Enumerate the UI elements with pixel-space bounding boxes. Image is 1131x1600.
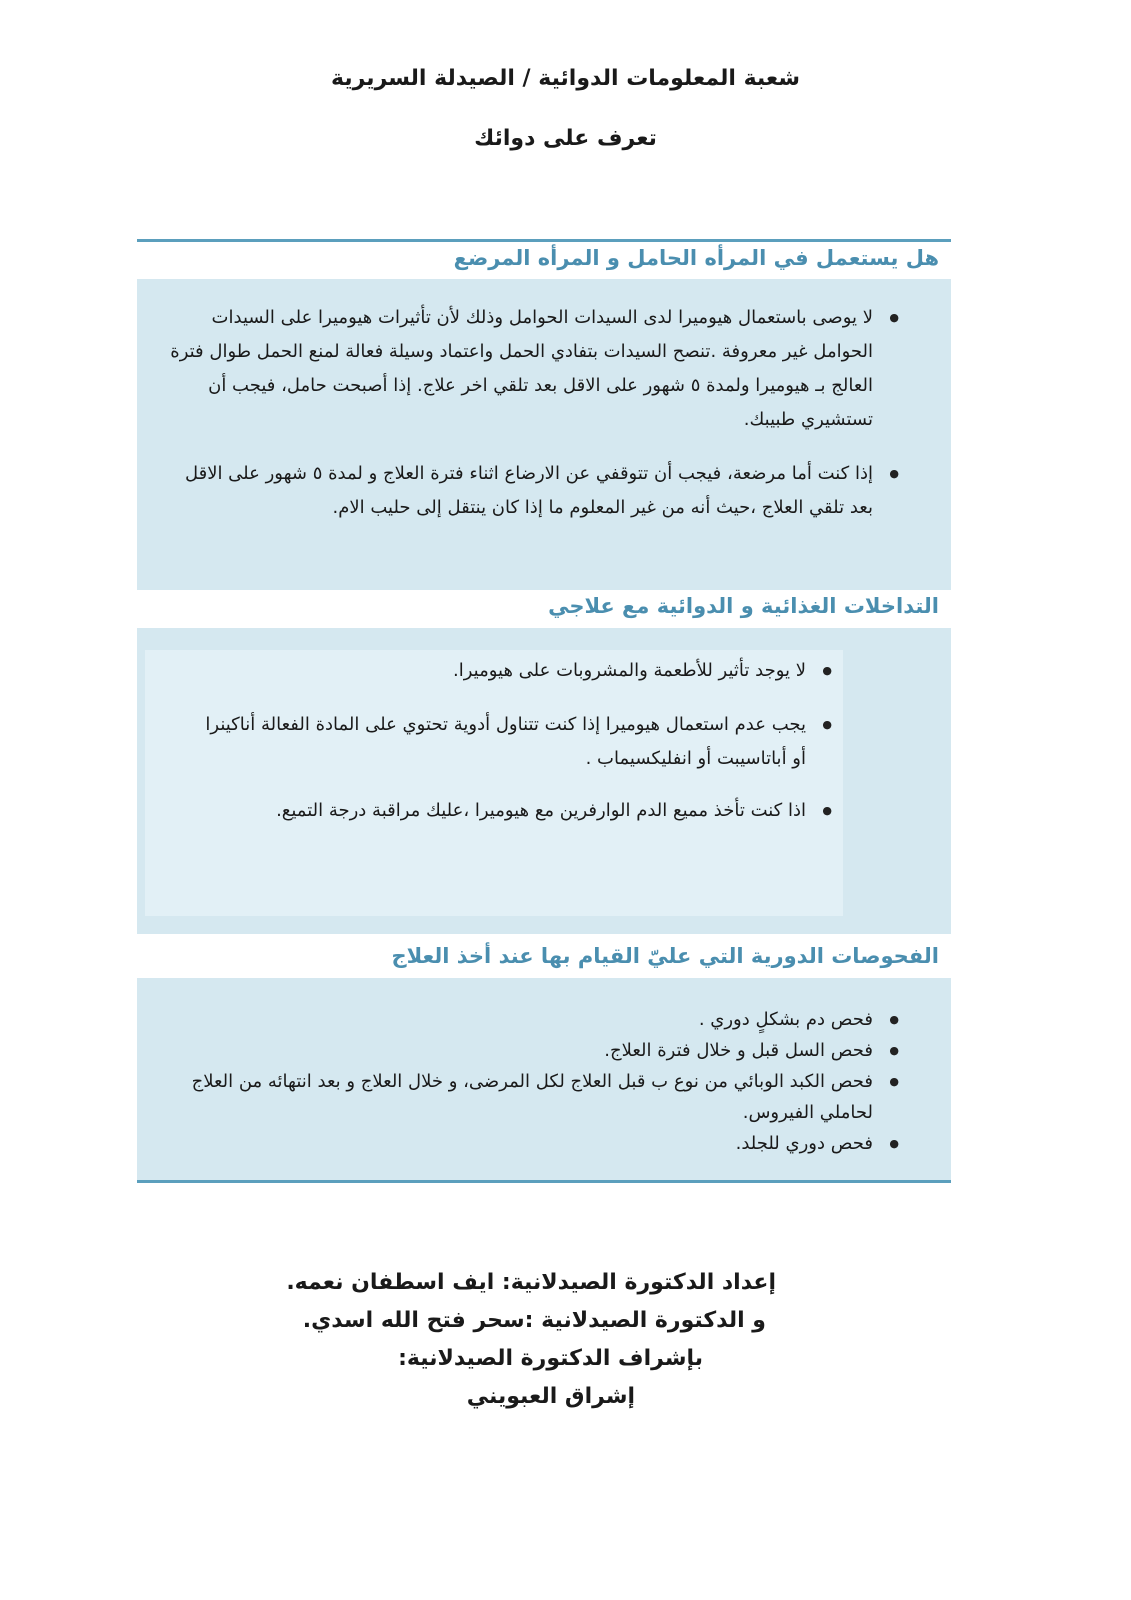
list-item: ● فحص السل قبل و خلال فترة العلاج. <box>159 1035 873 1066</box>
section-panel <box>137 279 951 595</box>
department-heading: شعبة المعلومات الدوائية / الصيدلة السريرية <box>331 66 800 91</box>
section-panel <box>137 978 951 1180</box>
list-item: ● اذا كنت تأخذ مميع الدم الوارفرين مع هيوميرا ،عليك مراقبة درجة التميع. <box>187 794 806 828</box>
page-title: تعرف على دوائك <box>474 126 657 151</box>
section-panel <box>137 628 951 934</box>
list-item: ● يجب عدم استعمال هيوميرا إذا كنت تتناول أدوية تحتوي على المادة الفعالة أناكينرا أو أباتاسيبت أو انفليكسيماب . <box>187 708 806 776</box>
list-item: ● لا يوجد تأثير للأطعمة والمشروبات على هيوميرا. <box>187 654 806 688</box>
bullet-list <box>159 1004 873 1159</box>
section-title: الفحوصات الدورية التي عليّ القيام بها عند أخذ العلاج <box>137 940 951 978</box>
section-pregnancy <box>137 239 951 595</box>
bullet-list <box>159 301 873 525</box>
list-item: ● لا يوصى باستعمال هيوميرا لدى السيدات الحوامل وذلك لأن تأثيرات هيوميرا على السيدات الحوامل غير معروفة .تنصح السيدات بتفادي الحمل واعتماد وسيلة فعالة لمنع الحمل طوال فترة العالج بـ هيوميرا ولمدة ٥ شهور على الاقل بعد تلقي اخر علاج. إذا أصبحت حامل، فيجب أن تستشيري طبيبك. <box>159 301 873 437</box>
section-divider <box>137 1180 951 1183</box>
list-item: ● فحص دم بشكلٍ دوري . <box>159 1004 873 1035</box>
section-title: التداخلات الغذائية و الدوائية مع علاجي <box>137 590 951 628</box>
bullet-list <box>187 654 806 828</box>
list-item: ● فحص دوري للجلد. <box>159 1128 873 1159</box>
section-checkups <box>137 940 951 1183</box>
credit-line: إعداد الدكتورة الصيدلانية: ايف اسطفان نعمه. <box>286 1270 776 1295</box>
credit-line: و الدكتورة الصيدلانية :سحر فتح الله اسدي. <box>302 1308 766 1333</box>
section-interactions <box>137 590 951 934</box>
section-title: هل يستعمل في المرأه الحامل و المرأه المرضع <box>137 242 951 279</box>
credit-line: بإشراف الدكتورة الصيدلانية: <box>398 1346 703 1371</box>
credit-line: إشراق العبويني <box>466 1384 635 1409</box>
list-item: ● فحص الكبد الوبائي من نوع ب قبل العلاج لكل المرضى، و خلال العلاج و بعد انتهائه من العلاج لحاملي الفيروس. <box>159 1066 873 1128</box>
list-item: ● إذا كنت أما مرضعة، فيجب أن تتوقفي عن الارضاع اثناء فترة العلاج و لمدة ٥ شهور على الاقل بعد تلقي العلاج ،حيث أنه من غير المعلوم ما إذا كان ينتقل إلى حليب الام. <box>159 457 873 525</box>
credits <box>0 1264 1131 1416</box>
